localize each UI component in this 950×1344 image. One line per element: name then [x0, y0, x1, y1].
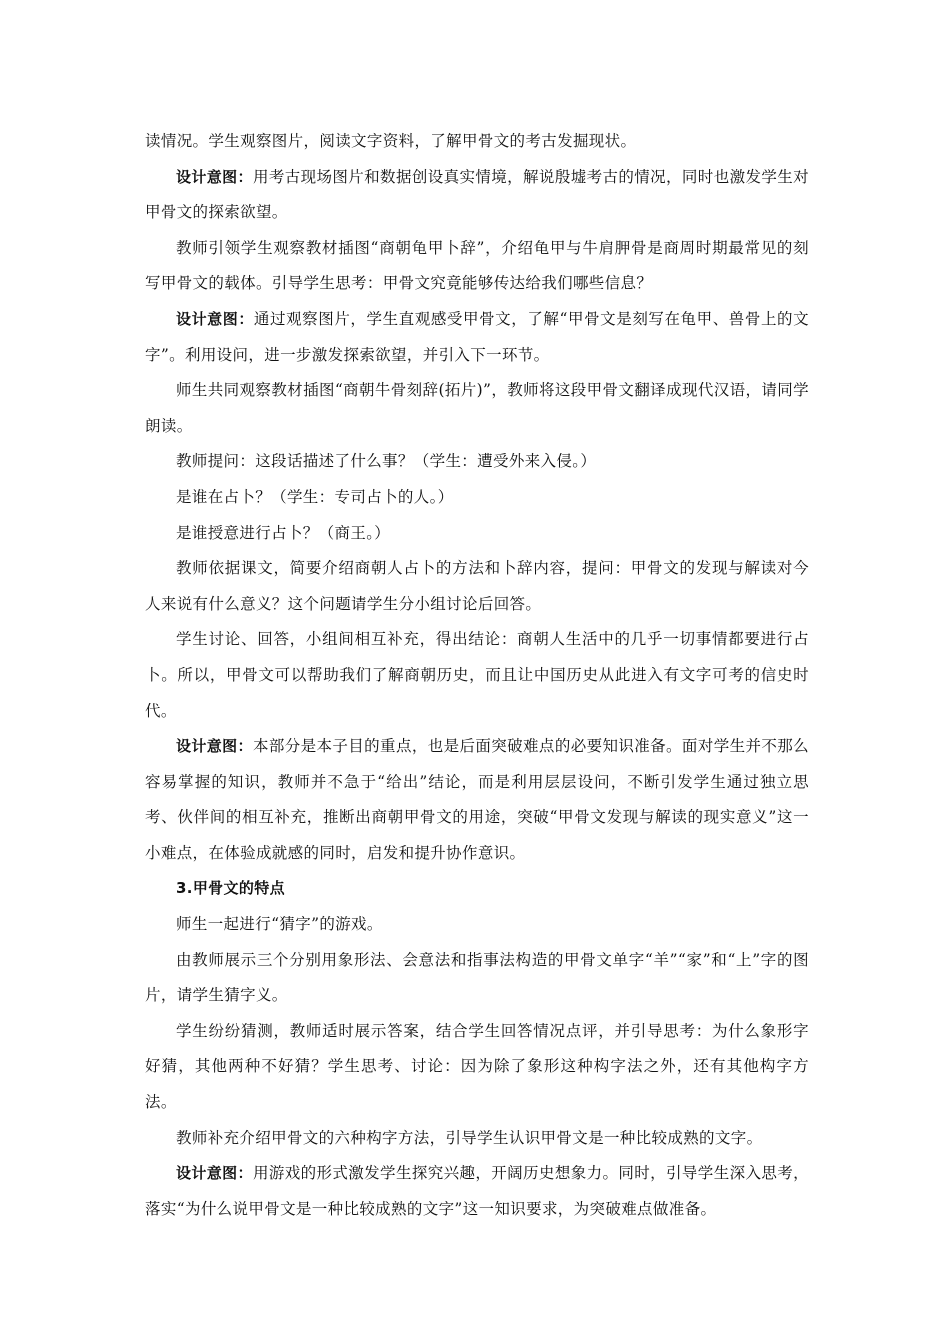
paragraph	[145, 516, 809, 552]
paragraph	[145, 622, 809, 729]
section-heading-text: 3.甲骨文的特点	[176, 879, 285, 898]
paragraph-text: 通过观察图片，学生直观感受甲骨文，了解“甲骨文是刻写在龟甲、兽骨上的文字”。利用设问，进一步激发探索欲望，并引入下一环节。	[145, 309, 809, 364]
design-intent-label: 设计意图：	[176, 737, 253, 756]
paragraph	[145, 943, 809, 1014]
paragraph	[145, 480, 809, 516]
paragraph	[145, 1014, 809, 1121]
paragraph-text: 教师依据课文，简要介绍商朝人占卜的方法和卜辞内容，提问：甲骨文的发现与解读对今人来说有什么意义？这个问题请学生分小组讨论后回答。	[145, 559, 809, 613]
design-intent-paragraph	[145, 302, 809, 373]
design-intent-paragraph	[145, 729, 809, 871]
paragraph	[145, 907, 809, 943]
paragraph-text: 师生一起进行“猜字”的游戏。	[176, 915, 383, 934]
document-body	[145, 124, 809, 1227]
paragraph	[145, 373, 809, 444]
paragraph-text: 教师提问：这段话描述了什么事？（学生：遭受外来入侵。）	[176, 452, 597, 471]
paragraph-text: 用考古现场图片和数据创设真实情境，解说殷墟考古的情况，同时也激发学生对甲骨文的探索欲望。	[145, 167, 809, 222]
paragraph-text: 用游戏的形式激发学生探究兴趣，开阔历史想象力。同时，引导学生深入思考，落实“为什么说甲骨文是一种比较成熟的文字”这一知识要求，为突破难点做准备。	[145, 1164, 809, 1218]
paragraph	[145, 1121, 809, 1157]
paragraph-text: 学生纷纷猜测，教师适时展示答案，结合学生回答情况点评，并引导思考：为什么象形字好猜，其他两种不好猜？学生思考、讨论：因为除了象形这种构字法之外，还有其他构字方法。	[145, 1021, 809, 1112]
paragraph-text: 由教师展示三个分别用象形法、会意法和指事法构造的甲骨文单字“羊”“家”和“上”字的图片，请学生猜字义。	[145, 950, 809, 1005]
design-intent-paragraph	[145, 1156, 809, 1227]
design-intent-paragraph	[145, 160, 809, 231]
paragraph	[145, 444, 809, 480]
section-heading	[145, 871, 809, 907]
design-intent-label: 设计意图：	[176, 309, 254, 328]
paragraph-text: 读情况。学生观察图片，阅读文字资料，了解甲骨文的考古发掘现状。	[145, 132, 637, 150]
paragraph-text: 本部分是本子目的重点，也是后面突破难点的必要知识准备。面对学生并不那么容易掌握的知识，教师并不急于“给出”结论，而是利用层层设问，不断引发学生通过独立思考、伙伴间的相互补充，推断出商朝甲骨文的用途，突破“甲骨文发现与解读的现实意义”这一小难点，在体验成就感的同时，启发和提升协作意识。	[145, 737, 809, 862]
design-intent-label: 设计意图：	[176, 167, 253, 186]
paragraph-text: 师生共同观察教材插图“商朝牛骨刻辞(拓片)”，教师将这段甲骨文翻译成现代汉语，请同学朗读。	[145, 381, 809, 435]
paragraph-continuation	[145, 124, 809, 160]
paragraph-text: 是谁在占卜？（学生：专司占卜的人。）	[176, 487, 454, 506]
paragraph	[145, 551, 809, 622]
paragraph	[145, 231, 809, 302]
paragraph-text: 教师补充介绍甲骨文的六种构字方法，引导学生认识甲骨文是一种比较成熟的文字。	[176, 1128, 763, 1147]
paragraph-text: 学生讨论、回答，小组间相互补充，得出结论：商朝人生活中的几乎一切事情都要进行占卜。所以，甲骨文可以帮助我们了解商朝历史，而且让中国历史从此进入有文字可考的信史时代。	[145, 630, 809, 720]
paragraph-text: 教师引领学生观察教材插图“商朝龟甲卜辞”，介绍龟甲与牛肩胛骨是商周时期最常见的刻写甲骨文的载体。引导学生思考：甲骨文究竟能够传达给我们哪些信息？	[145, 238, 809, 293]
paragraph-text: 是谁授意进行占卜？（商王。）	[176, 523, 391, 542]
design-intent-label: 设计意图：	[176, 1164, 253, 1183]
